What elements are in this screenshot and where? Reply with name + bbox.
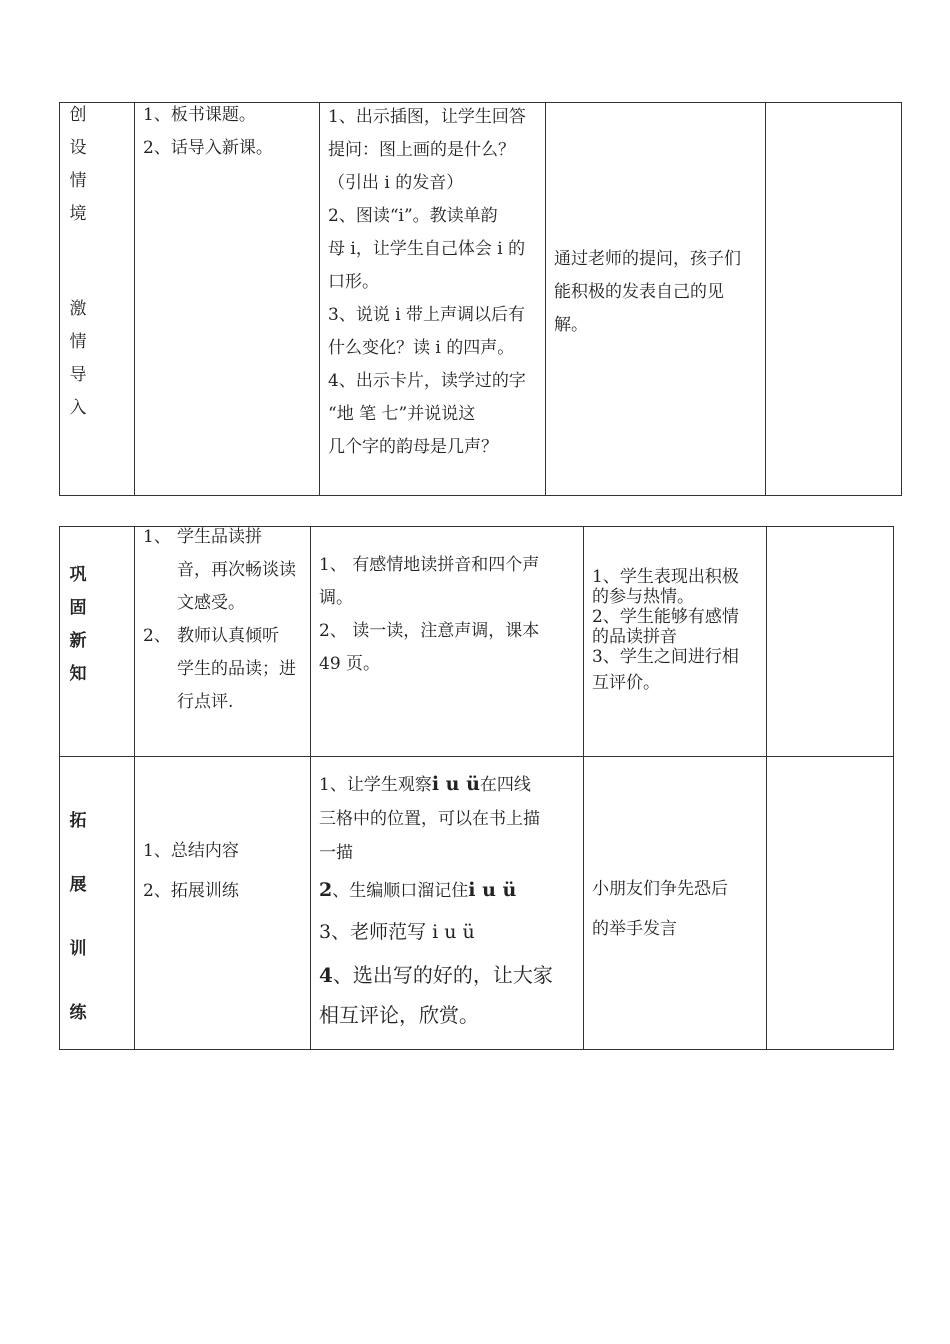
text-line: 能积极的发表自己的见	[554, 282, 724, 302]
text-line: 1、学生表现出积极	[592, 567, 739, 587]
row-create-situation	[60, 103, 902, 496]
text-line: 音，再次畅谈读	[177, 560, 296, 580]
text-line: 通过老师的提问，孩子们	[554, 249, 741, 269]
stage-char: 情	[69, 332, 87, 352]
text-line: 学生的品读；进	[177, 659, 296, 679]
list-item: 1、 板书课题。	[143, 105, 256, 125]
teacher-activity-cell	[135, 527, 311, 757]
text-line: 49 页。	[319, 654, 381, 674]
row-extension	[60, 757, 894, 1050]
stage-char: 练	[69, 1003, 87, 1023]
stage-char: 设	[69, 138, 87, 158]
lesson-table-2	[59, 526, 894, 1050]
text-line: 2、学生能够有感情	[592, 607, 739, 627]
text-line: 行点评.	[177, 692, 234, 712]
design-intent-cell	[584, 527, 767, 757]
teacher-activity-cell	[135, 757, 311, 1050]
text-line: 调。	[319, 588, 353, 608]
text-line: 的举手发言	[592, 919, 677, 939]
text-line: 提问：图上画的是什么？	[328, 140, 515, 160]
text-line: 2、 读一读，注意声调，课本	[319, 621, 540, 641]
text-line: 相互评论，欣赏。	[319, 1003, 479, 1027]
text-line: 2、图读“i”。教读单韵	[328, 206, 498, 226]
text-line: 3、学生之间进行相	[592, 647, 739, 667]
stage-char: 境	[69, 204, 87, 224]
stage-label	[68, 789, 88, 1045]
text-line: “地 笔 七”并说说这	[328, 404, 476, 424]
teacher-activity-cell	[135, 103, 320, 496]
text-line: 解。	[554, 315, 588, 335]
stage-char: 导	[69, 365, 87, 385]
text-line: 三格中的位置，可以在书上描	[319, 809, 540, 829]
text-line: 一描	[319, 843, 353, 863]
list-item: 1、 学生品读拼 音，再次畅谈读 文感受。	[143, 521, 308, 620]
stage-char: 激	[69, 299, 87, 319]
stage-label	[68, 559, 88, 691]
text-line: 小朋友们争先恐后	[592, 879, 728, 899]
note-cell	[766, 103, 902, 496]
text-line: 的品读拼音	[592, 627, 677, 647]
row-consolidate	[60, 527, 894, 757]
stage-label-bottom	[68, 293, 88, 425]
design-intent-cell	[584, 757, 767, 1050]
list-item: 2、 话导入新课。	[143, 138, 273, 158]
stage-char: 新	[69, 631, 87, 651]
text-line: 的参与热情。	[592, 587, 694, 607]
text-line: 4、出示卡片，读学过的字	[328, 371, 526, 391]
text-line: 母 i，让学生自己体会 i 的	[328, 239, 526, 259]
stage-cell	[60, 103, 135, 496]
text-line: 教师认真倾听	[177, 626, 279, 646]
stage-char: 入	[69, 398, 87, 418]
stage-char: 创	[69, 105, 87, 125]
text-line: 3、老师范写 i u ü	[319, 921, 475, 943]
text-line: 3、说说 i 带上声调以后有	[328, 305, 526, 325]
list-item: 2、 拓展训练	[143, 881, 239, 901]
text-line: 2、生编顺口溜记住i u ü	[319, 879, 517, 901]
stage-char: 训	[69, 939, 87, 959]
text-line: 4、选出写的好的，让大家	[319, 963, 553, 987]
design-intent-cell	[546, 103, 766, 496]
text-line: 1、 有感情地读拼音和四个声	[319, 555, 540, 575]
student-activity-cell	[311, 757, 584, 1050]
lesson-table-1	[59, 102, 902, 496]
text-line: 1、出示插图，让学生回答	[328, 107, 526, 127]
stage-cell	[60, 527, 135, 757]
text-line: 1、让学生观察i u ü在四线	[319, 773, 531, 795]
text-line: 学生品读拼	[177, 527, 262, 547]
note-cell	[767, 527, 894, 757]
text-line: （引出 i 的发音）	[328, 173, 464, 193]
stage-char: 展	[69, 875, 87, 895]
note-cell	[767, 757, 894, 1050]
stage-cell	[60, 757, 135, 1050]
stage-label-top	[68, 99, 88, 231]
stage-char: 拓	[69, 811, 87, 831]
text-line: 几个字的韵母是几声？	[328, 437, 498, 457]
student-activity-cell	[311, 527, 584, 757]
text-line: 互评价。	[592, 673, 660, 693]
student-activity-cell	[320, 103, 546, 496]
stage-char: 情	[69, 171, 87, 191]
stage-char: 巩	[69, 565, 87, 585]
text-line: 口形。	[328, 272, 379, 292]
list-item: 1、 总结内容	[143, 841, 239, 861]
stage-char: 固	[69, 598, 87, 618]
text-line: 文感受。	[177, 593, 245, 613]
text-line: 什么变化？读 i 的四声。	[328, 338, 515, 358]
list-item: 2、 教师认真倾听 学生的品读；进 行点评.	[143, 620, 308, 719]
stage-char: 知	[69, 664, 87, 684]
